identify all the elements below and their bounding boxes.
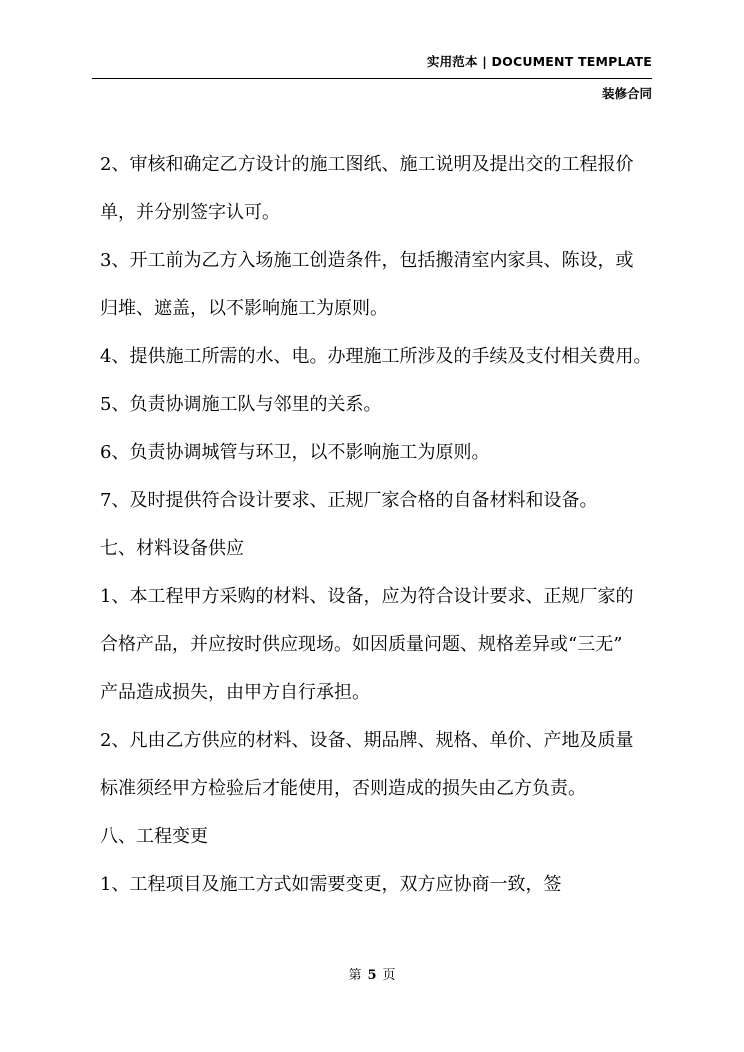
body-line: 5、负责协调施工队与邻里的关系。 (100, 394, 382, 415)
body-line: 归堆、遮盖，以不影响施工为原则。 (100, 298, 388, 319)
body-line: 产品造成损失，由甲方自行承担。 (100, 682, 370, 703)
header-title: 实用范本 | DOCUMENT TEMPLATE (426, 54, 652, 69)
body-line: 7、及时提供符合设计要求、正规厂家合格的自备材料和设备。 (100, 490, 598, 511)
body-line: 2、审核和确定乙方设计的施工图纸、施工说明及提出交的工程报价 (100, 154, 634, 175)
body-line: 2、凡由乙方供应的材料、设备、期品牌、规格、单价、产地及质量 (100, 730, 634, 751)
page-header (0, 0, 744, 110)
document-body (100, 141, 660, 909)
body-line: 6、负责协调城管与环卫，以不影响施工为原则。 (100, 442, 490, 463)
page-number-prefix: 第 (348, 968, 362, 983)
body-line: 1、本工程甲方采购的材料、设备，应为符合设计要求、正规厂家的 (100, 586, 634, 607)
page-number-suffix: 页 (382, 968, 396, 983)
page-footer (0, 964, 744, 983)
body-line: 单，并分别签字认可。 (100, 202, 280, 223)
section-heading: 八、工程变更 (100, 826, 208, 847)
body-line: 4、提供施工所需的水、电。办理施工所涉及的手续及支付相关费用。 (100, 346, 652, 367)
body-line: 合格产品，并应按时供应现场。如因质量问题、规格差异或“三无” (100, 634, 623, 655)
body-line: 1、工程项目及施工方式如需要变更，双方应协商一致，签 (100, 874, 562, 895)
body-line: 标准须经甲方检验后才能使用，否则造成的损失由乙方负责。 (100, 778, 586, 799)
header-divider (92, 78, 652, 79)
body-line: 3、开工前为乙方入场施工创造条件，包括搬清室内家具、陈设，或 (100, 250, 634, 271)
section-heading: 七、材料设备供应 (100, 538, 244, 559)
page-number: 5 (367, 968, 377, 983)
header-subtitle: 装修合同 (601, 86, 652, 101)
